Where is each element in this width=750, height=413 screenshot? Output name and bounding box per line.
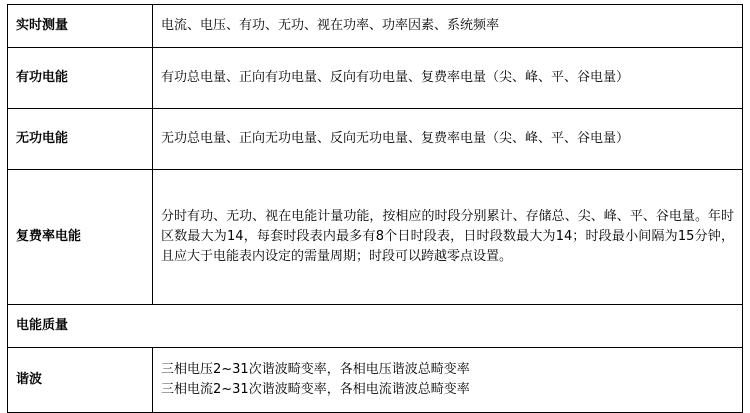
row-value-line: 无功总电量、正向无功电量、反向无功电量、复费率电量（尖、峰、平、谷电量） [161,130,630,146]
table-row [8,109,743,170]
table-row [8,5,743,48]
row-label-reactive-energy: 无功电能 [8,109,153,170]
row-value-active-energy [153,48,743,109]
row-label-tou-energy: 复费率电能 [8,170,153,305]
row-value-harmonic [153,348,743,413]
row-value-line: 电流、电压、有功、无功、视在功率、功率因素、系统频率 [161,17,500,33]
row-value-line: 分时有功、无功、视在电能计量功能，按相应的时段分别累计、存储总、尖、峰、平、谷电量。年时区数最大为14，每套时段表内最多有8个日时段表，日时段数最大为14；时段最小间隔为15分钟，且应大于电能表内设定的需量周期；时段可以跨越零点设置。 [161,208,734,265]
table-row [8,170,743,305]
row-value-realtime [153,5,743,48]
row-value-reactive-energy [153,109,743,170]
row-label-active-energy: 有功电能 [8,48,153,109]
specification-table [7,4,743,413]
row-label-power-quality: 电能质量 [8,305,743,348]
spec-table-page [0,4,750,405]
table-row [8,305,743,348]
row-value-tou-energy [153,170,743,305]
row-value-line: 三相电流2~31次谐波畸变率，各相电流谐波总畸变率 [161,382,470,397]
row-label-harmonic: 谐波 [8,348,153,413]
table-row [8,48,743,109]
row-value-line: 有功总电量、正向有功电量、反向有功电量、复费率电量（尖、峰、平、谷电量） [161,69,630,85]
table-row [8,348,743,413]
row-label-realtime: 实时测量 [8,5,153,48]
row-value-line: 三相电压2~31次谐波畸变率，各相电压谐波总畸变率 [161,361,470,377]
